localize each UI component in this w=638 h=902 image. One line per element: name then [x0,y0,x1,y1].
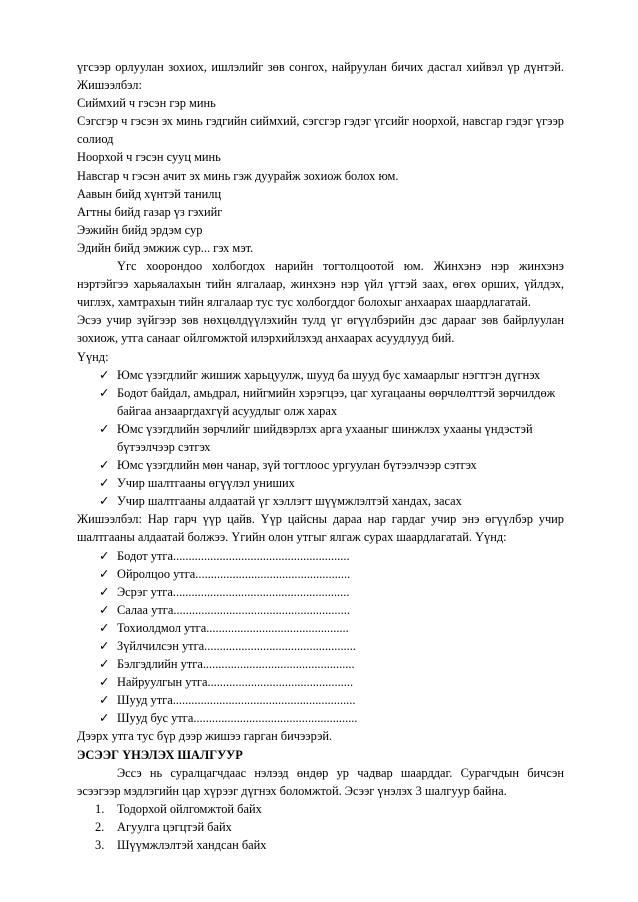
page-content [77,58,564,854]
check-mark-icon: ✓ [99,548,110,563]
criteria-list [77,800,564,854]
poem-line: Агтны бийд газар үз гэхийг [77,204,223,219]
paragraph-example: Сэгсгэр ч гэсэн эх минь гэдгийн сиймхий, сэгсгэр гэдэг үгсийг ноорхой, навсгар гэдэг үгээр солиод [77,114,564,147]
poem-line: Сиймхий ч гэсэн гэр минь [77,96,216,111]
check-mark-icon: ✓ [99,566,110,581]
list-item: ✓ Бодот байдал, амьдрал, нийгмийн хэрэгцээ, цаг хугацааны өөрчлөлттэй зөрчилдөж байгаа анзааргдахгүй асуудлыг олж харах [99,385,556,418]
list-item: ✓ Юмс үзэгдлийн мөн чанар, зүй тогтлоос ургуулан бүтээлчээр сэтгэх [77,456,564,474]
check-mark-icon: ✓ [99,675,110,690]
list-item: ✓ Зүйлчилсэн утга................................................. [77,637,564,655]
list-item: ✓ Учир шалтгааны өгүүлэл униших [77,474,564,492]
poem-line: Ээжийн бийд эрдэм сур [77,222,203,237]
paragraph-word-links: Үгс хоорондоо холбогдох нарийн тогтолцоотой юм. Жинхэнэ нэр жинхэнэ нэртэйгээ харьяалахын тийн ялгалаар, жинхэнэ нэр үйл үгтэй заах, өгөх орших, үйлдэх, чиглэх, хамтрахын тийн ялгалаар тус тус холбогддог болохыг анхаарах шаардлагатай. [77,259,564,310]
poem-line: Эдийн бийд эмжиж сур... гэх мэт. [77,240,254,255]
paragraph-example-2: Жишээлбэл: Нар гарч үүр цайв. Үүр цайсны дараа нар гардаг учир энэ өгүүлбэр учир шалтгааны алдаатай болжээ. Үгийн олон утгыг ялгаж сурах шаардлагатай. Үүнд: [77,512,564,545]
check-mark-icon: ✓ [99,639,110,653]
check-list-meanings [77,547,564,728]
check-mark-icon: ✓ [99,693,110,708]
check-mark-icon: ✓ [99,421,110,436]
section-heading: ЭСЭЭГ ҮНЭЛЭХ ШАЛГУУР [77,747,243,762]
check-mark-icon: ✓ [99,385,110,400]
check-mark-icon: ✓ [99,657,110,672]
poem-line: Аавын бийд хүнтэй танилц [77,186,222,201]
poem-line: Навсгар ч гэсэн ачит эх минь гэж дуурайж зохиож болох юм. [77,168,399,183]
check-list-skills [77,366,564,511]
poem-line: Ноорхой ч гэсэн сууц минь [77,150,221,165]
list-item: ✓ Юмс үзэгдлийн зөрчлийг шийдвэрлэх арга ухааныг шинжлэх ухааны үндэстэй бүтээлчээр сэтгэх [99,421,533,454]
list-item: ✓ Учир шалтгааны алдаатай үг хэллэгт шүүмжлэлтэй хандах, засах [77,492,564,510]
check-mark-icon: ✓ [99,458,110,473]
list-item: 3. Шүүмжлэлтэй хандсан байх [95,838,267,853]
list-item: ✓ Бодот утга......................................................... [77,547,564,565]
list-item: ✓ Бэлгэдлийн утга................................................. [77,655,564,673]
list-item: ✓ Найруулгын утга............................................... [77,673,564,691]
check-mark-icon: ✓ [99,476,110,491]
check-mark-icon: ✓ [99,620,110,635]
paragraph-instruction: Дээрх утга тус бүр дээр жишээ гарган бичээрэй. [77,729,333,744]
list-item: ✓ Ойролцоо утга.................................................. [77,565,564,583]
list-item: 1. Тодорхой ойлгомжтой байх [95,801,262,816]
check-mark-icon: ✓ [99,602,110,617]
paragraph-intro: үгсээр орлуулан зохиох, ишлэлийг зөв сонгох, найруулан бичих дасгал хийвэл үр дүнтэй. Жишээлбэл: [77,60,564,93]
list-item: ✓ Юмс үзэгдлийг жишиж харьцуулж, шууд ба шууд бус хамаарлыг нэгтгэн дүгнэх [77,366,564,384]
check-mark-icon: ✓ [99,367,110,382]
check-mark-icon: ✓ [99,711,110,726]
list-item: ✓ Шууд бус утга..................................................... [77,709,564,727]
list-item: ✓ Тохиолдмол утга.............................................. [77,619,564,637]
check-mark-icon: ✓ [99,584,110,599]
check-mark-icon: ✓ [99,494,110,509]
paragraph-logic: Эсээ учир зүйгээр зөв нөхцөлдүүлэхийн тулд үг өгүүлбэрийн дэс дарааг зөв байрлуулан зохиож, утга санааг ойлгомжтой илэрхийлэхэд анхаарах асуудлууд бий. [77,313,564,346]
paragraph-assessment: Эссэ нь суралцагчдаас нэлээд өндөр ур чадвар шаарддаг. Сурагчдын бичсэн эсээгээр мэдлэгийн цар хүрээг дүгнэх боломжтой. Эсээг үнэлэх 3 шалгуур байна. [77,765,564,798]
list-item: 2. Агуулга цэгцтэй байх [95,819,232,834]
paragraph-label: Үүнд: [77,349,109,364]
list-item: ✓ Эсрэг утга......................................................... [77,583,564,601]
list-item: ✓ Шууд утга........................................................... [77,691,564,709]
list-item: ✓ Салаа утга......................................................... [77,601,564,619]
